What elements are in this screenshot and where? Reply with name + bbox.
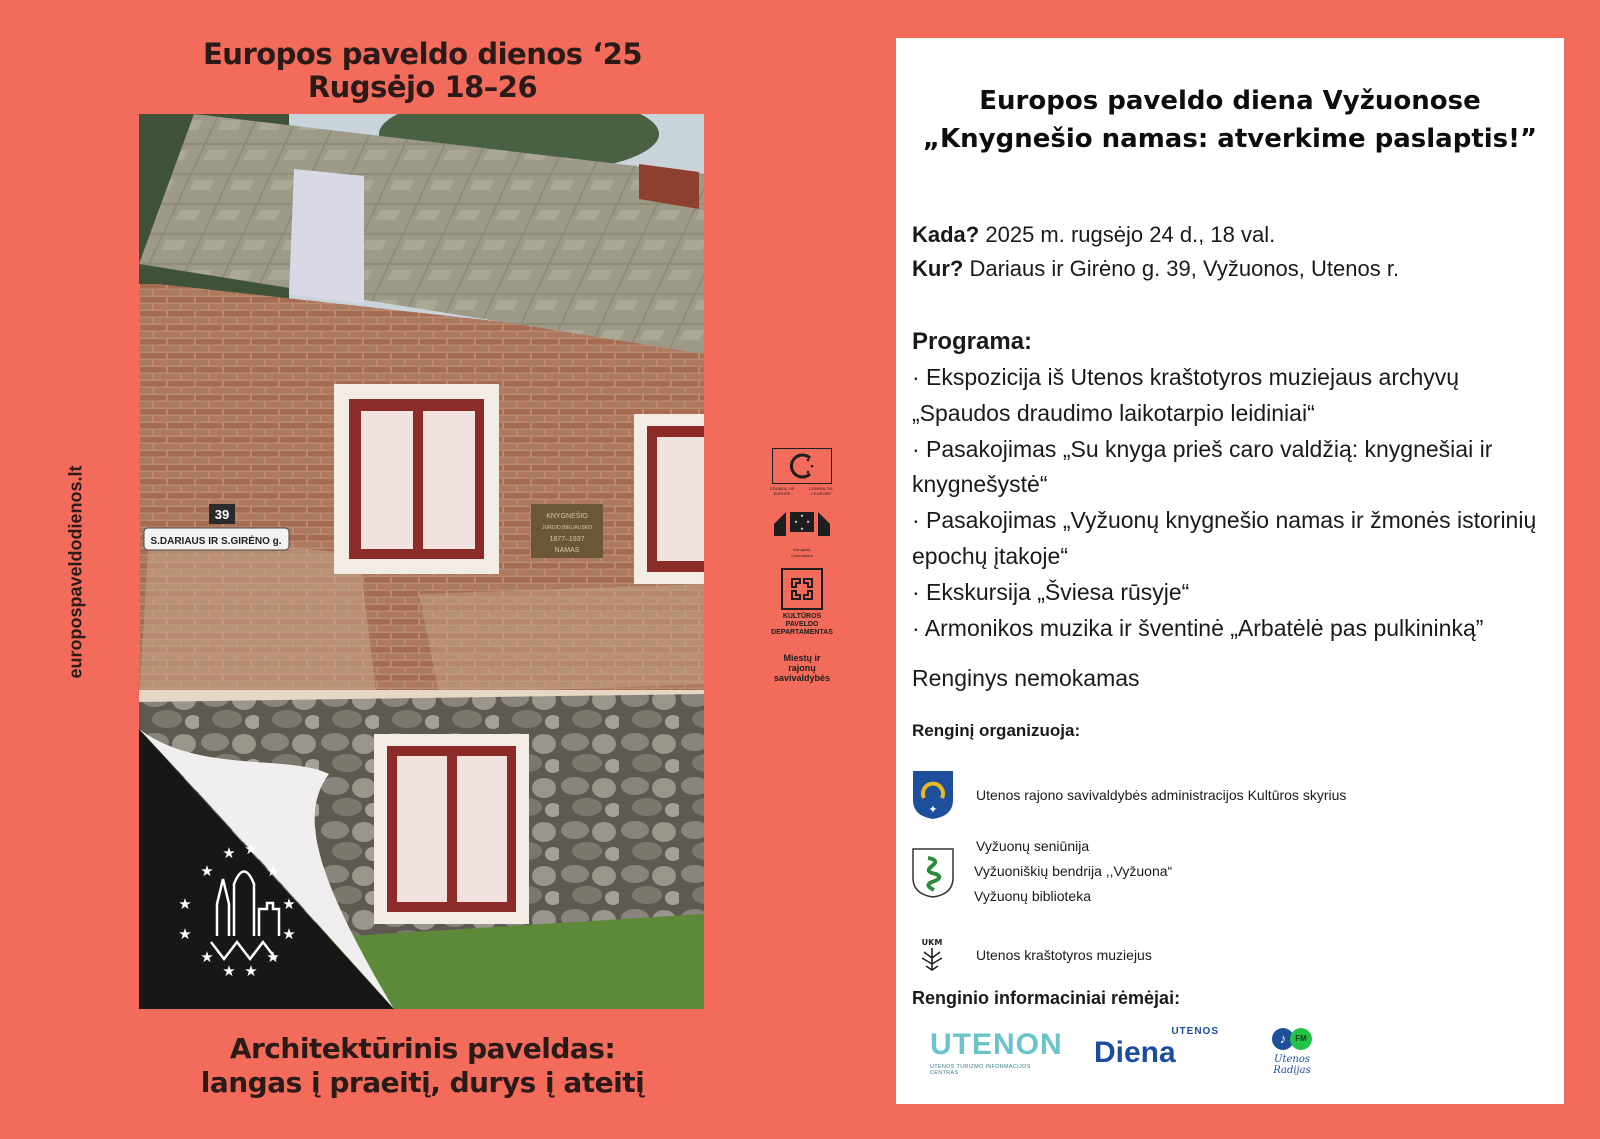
svg-text:★: ★ xyxy=(800,513,804,518)
svg-text:★: ★ xyxy=(178,925,192,943)
diena-name: Diena xyxy=(1094,1036,1176,1069)
diena-top: UTENOS xyxy=(1171,1026,1219,1037)
svg-text:★: ★ xyxy=(200,948,214,966)
svg-text:★: ★ xyxy=(178,895,192,913)
organizers-title: Renginį organizuoja: xyxy=(912,721,1081,740)
program-list xyxy=(912,360,1560,646)
supporters-title: Renginio informaciniai rėmėjai: xyxy=(912,988,1181,1008)
organizer-2b: Vyžuoniškių bendrija ,,Vyžuona“ xyxy=(974,863,1173,879)
plaque-line-4: NAMAS xyxy=(554,547,580,554)
when-value: 2025 m. rugsėjo 24 d., 18 val. xyxy=(979,222,1276,247)
svg-text:★: ★ xyxy=(244,840,258,858)
plaque-line-1: KNYGNEŠIO xyxy=(546,513,588,520)
svg-text:★: ★ xyxy=(266,862,280,880)
free-entry-note: Renginys nemokamas xyxy=(912,665,1140,691)
svg-text:★: ★ xyxy=(806,519,810,524)
website-vertical xyxy=(64,454,88,690)
radijas-name: Utenos Radijas xyxy=(1273,1054,1311,1076)
ec-caption-2: Commission xyxy=(790,553,813,558)
utenon-subtitle: UTENOS TURIZMO INFORMACIJOS CENTRAS xyxy=(930,1064,1031,1076)
plaque-line-3: 1877–1937 xyxy=(549,536,585,543)
event-title xyxy=(896,82,1564,158)
svg-text:★: ★ xyxy=(282,895,296,913)
when-label: Kada? xyxy=(912,222,980,247)
poster-header-title: Europos paveldo dienos ‘25 xyxy=(202,37,642,71)
event-where xyxy=(912,256,1399,282)
poster-header-dates: Rugsėjo 18–26 xyxy=(307,70,538,104)
vyzuonos-coat-of-arms-icon xyxy=(912,848,954,898)
utenon-name: UTENON xyxy=(930,1028,1063,1061)
plaque-line-2: JURGIO BIELIAUSKO xyxy=(541,525,593,531)
coe-caption-fr: CONSEIL DE L'EUROPE xyxy=(808,486,834,496)
coe-caption-en: COUNCIL OF EUROPE xyxy=(769,486,795,496)
svg-text:★: ★ xyxy=(244,962,258,980)
event-when xyxy=(912,222,1275,248)
kpd-emblem-icon xyxy=(781,568,823,610)
organizer-1-name: Utenos rajono savivaldybės administracijos Kultūros skyrius xyxy=(976,786,1347,803)
utenos-diena-logo xyxy=(1094,1026,1219,1068)
council-of-europe-logo xyxy=(772,448,832,484)
organizer-vyzuonos-list xyxy=(974,834,1172,909)
program-item: · Pasakojimas „Vyžuonų knygnešio namas ir žmonės istorinių epochų įtakoje“ xyxy=(912,507,1537,569)
ukm-mark: UKM xyxy=(921,938,943,947)
radio-fm-badge: FM xyxy=(1290,1028,1312,1050)
event-title-line-2: „Knygnešio namas: atverkime paslaptis!” xyxy=(922,124,1538,154)
program-item: · Ekskursija „Šviesa rūsyje“ xyxy=(912,578,1190,605)
street-sign: S.DARIAUS IR S.GIRĖNO g. xyxy=(150,536,282,547)
utenon-logo xyxy=(930,1026,1063,1076)
program-item: · Pasakojimas „Su knyga prieš caro valdžią: knygnešiai ir knygnešystė“ xyxy=(912,435,1493,498)
house-photo xyxy=(139,114,704,1009)
organizer-utena-municipality xyxy=(912,770,1346,820)
svg-text:★: ★ xyxy=(200,862,214,880)
svg-text:★: ★ xyxy=(794,519,798,524)
svg-text:★: ★ xyxy=(282,925,296,943)
radio-microphone-icon: ♪ xyxy=(1272,1028,1294,1050)
program-item: · Ekspozicija iš Utenos kraštotyros muziejaus archyvų „Spaudos draudimo laikotarpio leidiniai“ xyxy=(912,364,1460,426)
utena-coat-of-arms-icon xyxy=(912,770,954,820)
organizer-vyzuonos-group xyxy=(912,834,1172,909)
website-text: europospaveldodienos.lt xyxy=(65,465,86,679)
svg-text:★: ★ xyxy=(266,948,280,966)
organizer-museum xyxy=(912,936,1152,974)
utenos-radijas-logo xyxy=(1256,1028,1328,1076)
ec-caption-1: European xyxy=(793,547,811,552)
european-commission-logo xyxy=(772,506,832,546)
svg-text:★: ★ xyxy=(222,844,236,862)
svg-text:★: ★ xyxy=(222,962,236,980)
event-info-card xyxy=(896,38,1564,1104)
poster-theme-line-1: Architektūrinis paveldas: xyxy=(229,1032,616,1065)
museum-ukm-logo xyxy=(912,936,952,974)
where-value: Dariaus ir Girėno g. 39, Vyžuonos, Utenos r. xyxy=(963,256,1400,281)
organizer-2a: Vyžuonų seniūnija xyxy=(976,838,1090,854)
poster-theme-line-2: langas į praeitį, durys į ateitį xyxy=(200,1066,645,1099)
program-title: Programa: xyxy=(912,328,1033,355)
where-label: Kur? xyxy=(912,256,964,281)
poster-footer xyxy=(140,1032,705,1100)
poster-header xyxy=(140,38,705,104)
organizer-2c: Vyžuonų biblioteka xyxy=(974,888,1092,904)
house-number: 39 xyxy=(214,507,230,522)
municipalities-label: Miestų ir rajonų savivaldybės xyxy=(773,653,831,683)
organizer-3-name: Utenos kraštotyros muziejus xyxy=(976,946,1152,963)
svg-text:✦: ✦ xyxy=(928,803,938,816)
partner-logos xyxy=(766,448,838,683)
svg-text:★: ★ xyxy=(800,526,804,531)
kpd-label: KULTŪROS PAVELDO DEPARTAMENTAS xyxy=(771,613,833,636)
program-item: · Armonikos muzika ir šventinė „Arbatėlė pas pulkininką” xyxy=(912,614,1484,641)
event-title-line-1: Europos paveldo diena Vyžuonose xyxy=(979,86,1481,116)
